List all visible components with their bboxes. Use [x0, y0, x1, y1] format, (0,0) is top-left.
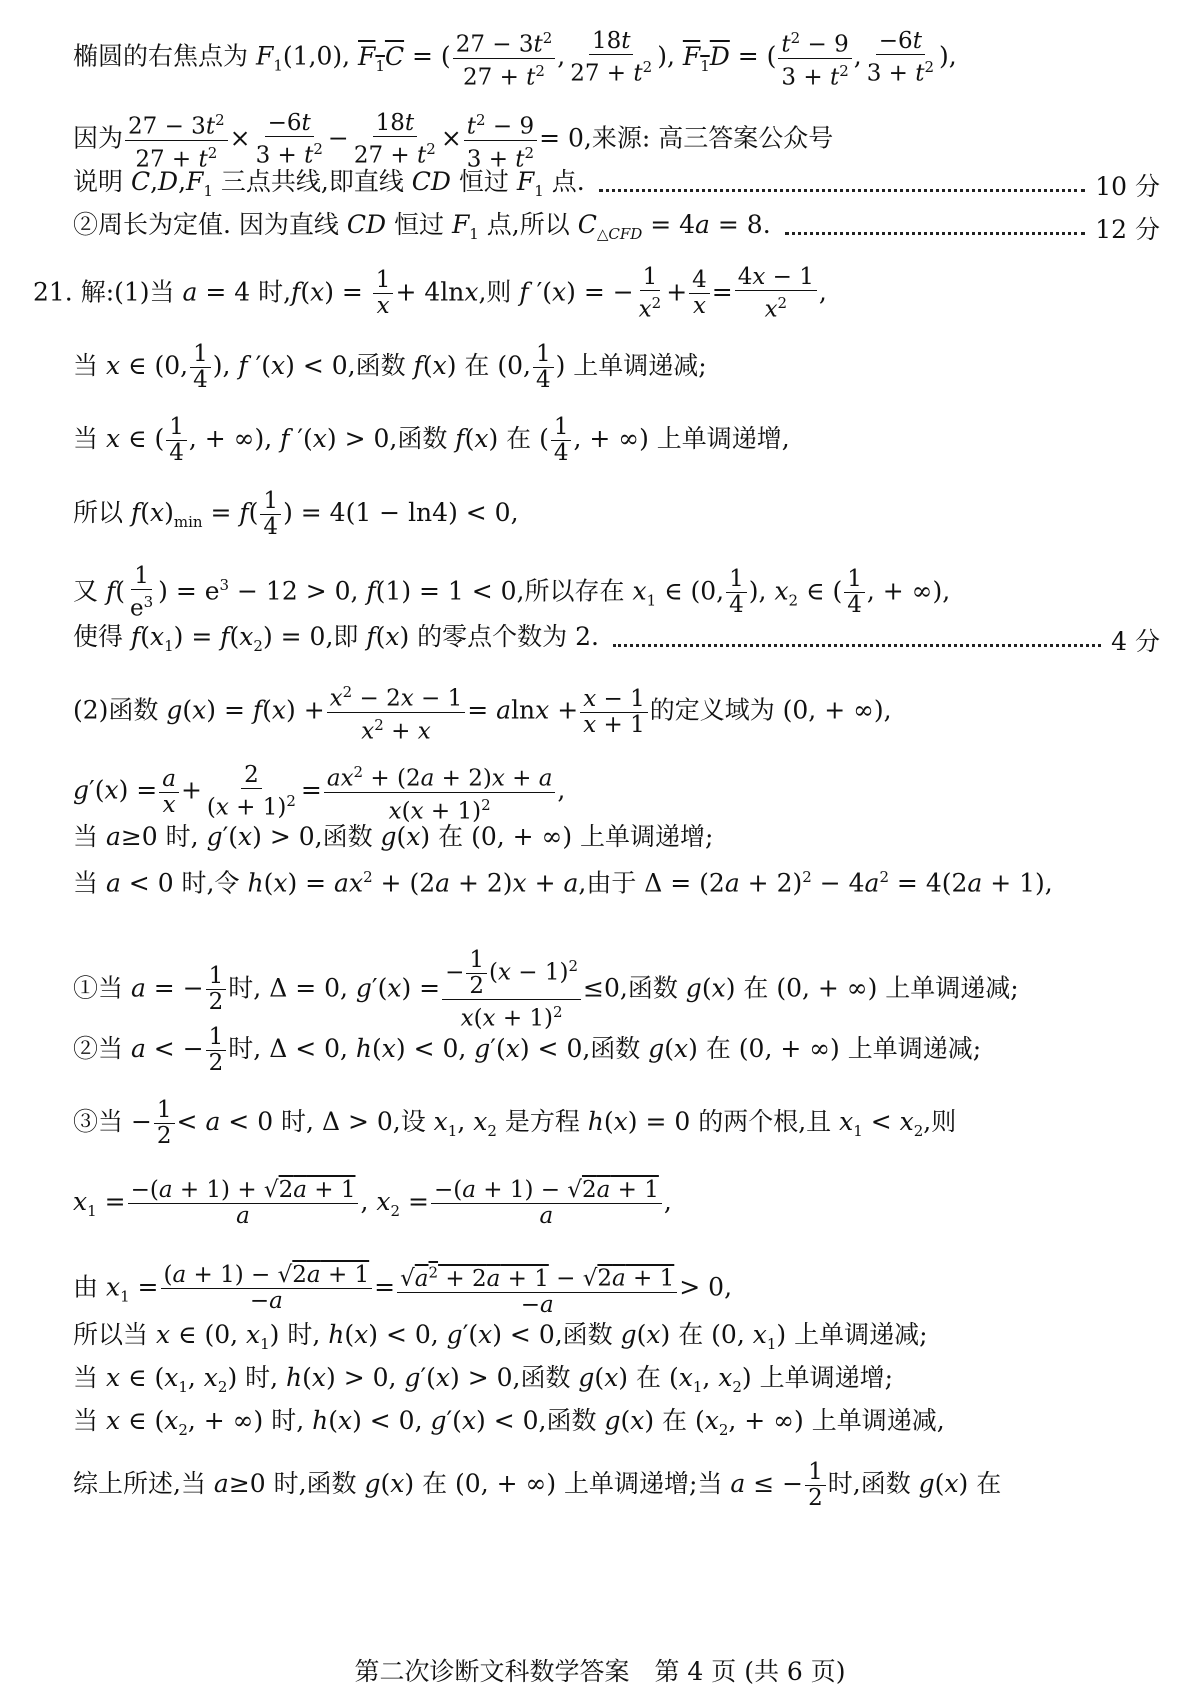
line-6-text: 当 x ∈ (0, $\frac{1}{4}$ ), f ′(x) < 0,函数 f(x) 在 (0, $\frac{1}{4}$ ) 上单调递减; — [73, 341, 707, 393]
line-20 — [73, 1318, 1160, 1361]
line-4-text: ②周长为定值. 因为直线 CD 恒过 $F_1$ 点,所以 $C_{\triangle CFD} = 4a = 8$. — [73, 210, 771, 243]
line-18 — [73, 1178, 1160, 1229]
line-21 — [73, 1361, 1160, 1404]
line-22 — [73, 1404, 1160, 1447]
line-23 — [73, 1460, 1160, 1511]
line-19-text: 由 $x_1$ = $\frac{(a + 1) - √2a + 1}{-a}$ = $\frac{√a^2 + 2a + 1 - √2a + 1}{-a}$ > 0, — [73, 1260, 732, 1318]
line-10-text: 使得 $f(x_1) = f(x_2) = 0$,即 f(x) 的零点个数为 2. — [73, 622, 599, 655]
line-12 — [73, 760, 1160, 824]
score-label: 10 分 — [1095, 171, 1160, 201]
line-15 — [73, 948, 1160, 1032]
line-11-text: (2)函数 g(x) = f(x) + $\frac{x^2 - 2x - 1}{x^2 + x}$ = alnx + $\frac{x - 1}{x + 1}$ 的定义域为 (0, + ∞), — [73, 680, 892, 744]
line-14 — [73, 860, 1160, 900]
line-23-text: 综上所述,当 a≥0 时,函数 g(x) 在 (0, + ∞) 上单调递增;当 a ≤ − $\frac{1}{2}$ 时,函数 g(x) 在 — [73, 1459, 1002, 1511]
line-9-text: 又 f( $\frac{1}{e^3}$ ) = $e^3 - 12 > 0$, f(1) = 1 < 0,所以存在 $x_1$ ∈ (0, $\frac{1}{4}$ ), $x_2$ ∈ ( $\frac{1}{4}$ , + ∞), — [73, 563, 951, 622]
line-8 — [73, 489, 1160, 540]
line-16 — [73, 1025, 1160, 1076]
line-13 — [73, 820, 1160, 854]
line-10 — [73, 620, 1160, 663]
line-7-text: 当 x ∈ ( $\frac{1}{4}$ , + ∞), f ′(x) > 0,函数 f(x) 在 ( $\frac{1}{4}$ , + ∞) 上单调递增, — [73, 414, 790, 466]
line-17-text: ③当 − $\frac{1}{2}$ < a < 0 时, Δ > 0,设 $x_1$, $x_2$ 是方程 h(x) = 0 的两个根,且 $x_1 < x_2$,则 — [73, 1097, 957, 1149]
line-2 — [73, 108, 1160, 172]
line-9 — [73, 564, 1160, 622]
line-22-text: 当 x ∈ ($x_2$, + ∞) 时, h(x) < 0, g′(x) < 0,函数 g(x) 在 ($x_2$, + ∞) 上单调递减, — [73, 1406, 945, 1439]
line-3-text: 说明 $C,D,F_1$ 三点共线,即直线 CD 恒过 $F_1$ 点. — [73, 167, 585, 200]
line-6 — [73, 342, 1160, 393]
score-label: 4 分 — [1111, 626, 1160, 656]
line-2-text: 因为 $\frac{27 - 3t^2}{27 + t^2}$ × $\frac{-6t}{3 + t^2}$ − $\frac{18t}{27 + t^2}$ × $\frac{t^2 - 9}{3 + t^2}$ = 0,来源: 高三答案公众号 — [73, 108, 833, 172]
line-1 — [73, 26, 1160, 90]
line-5-text: 21. 解:(1)当 a = 4 时,f(x) = $\frac{1}{x}$ + 4lnx,则 f ′(x) = − $\frac{1}{x^2}$ + $\frac{4}{x}$ = $\frac{4x - 1}{x^2}$ , — [33, 264, 827, 323]
line-3 — [73, 165, 1160, 208]
leader-dots — [599, 189, 1086, 192]
line-13-text: 当 a≥0 时, g′(x) > 0,函数 g(x) 在 (0, + ∞) 上单调递增; — [73, 822, 714, 851]
line-20-text: 所以当 x ∈ (0, $x_1$) 时, h(x) < 0, g′(x) < 0,函数 g(x) 在 (0, $x_1$) 上单调递减; — [73, 1320, 928, 1353]
page-footer: 第二次诊断文科数学答案 第 4 页 (共 6 页) — [354, 1657, 846, 1686]
line-21-text: 当 x ∈ ($x_1$, $x_2$) 时, h(x) > 0, g′(x) > 0,函数 g(x) 在 ($x_1$, $x_2$) 上单调递增; — [73, 1363, 894, 1396]
line-18-text: $x_1$ = $\frac{-(a + 1) + √2a + 1}{a}$ , $x_2$ = $\frac{-(a + 1) - √2a + 1}{a}$ , — [73, 1177, 672, 1229]
line-16-text: ②当 a < − $\frac{1}{2}$ 时, Δ < 0, h(x) < 0, g′(x) < 0,函数 g(x) 在 (0, + ∞) 上单调递减; — [73, 1024, 982, 1076]
line-8-text: 所以 $f(x)_{min} = f$( $\frac{1}{4}$ ) = 4(1 − ln4) < 0, — [73, 488, 519, 540]
score-label: 12 分 — [1095, 214, 1160, 244]
line-5 — [33, 265, 1160, 323]
leader-dots — [785, 232, 1086, 235]
line-14-text: 当 a < 0 时,令 $h(x) = ax^2 + (2a + 2)x + a$,由于 $\Delta = (2a + 2)^2 - 4a^2 = 4(2a + 1)$, — [73, 868, 1053, 898]
line-12-text: g′(x) = $\frac{a}{x}$ + $\frac{2}{(x + 1)^2}$ = $\frac{ax^2 + (2a + 2)x + a}{x(x + 1)^2}$ , — [73, 760, 565, 824]
line-17 — [73, 1098, 1160, 1149]
line-7 — [73, 415, 1160, 466]
line-19 — [73, 1260, 1160, 1318]
line-1-text: 椭圆的右焦点为 $F_1(1,0)$, $F_1C$ = ( $\frac{27 - 3t^2}{27 + t^2}$ , $\frac{18t}{27 + t^2}$ ), $F_1D$ = ( $\frac{t^2 - 9}{3 + t^2}$ , $\frac{-6t}{3 + t^2}$ ), — [73, 26, 957, 90]
leader-dots — [613, 644, 1101, 647]
line-15-text: ①当 a = − $\frac{1}{2}$ 时, Δ = 0, g′(x) = − $\frac{1}{2}$ $(x - 1)^2$ $x(x + 1)^2$ ≤0,函数 g(x) 在 (0, + ∞) 上单调递减; — [73, 947, 1019, 1032]
line-4 — [73, 208, 1160, 251]
line-11 — [73, 680, 1160, 744]
